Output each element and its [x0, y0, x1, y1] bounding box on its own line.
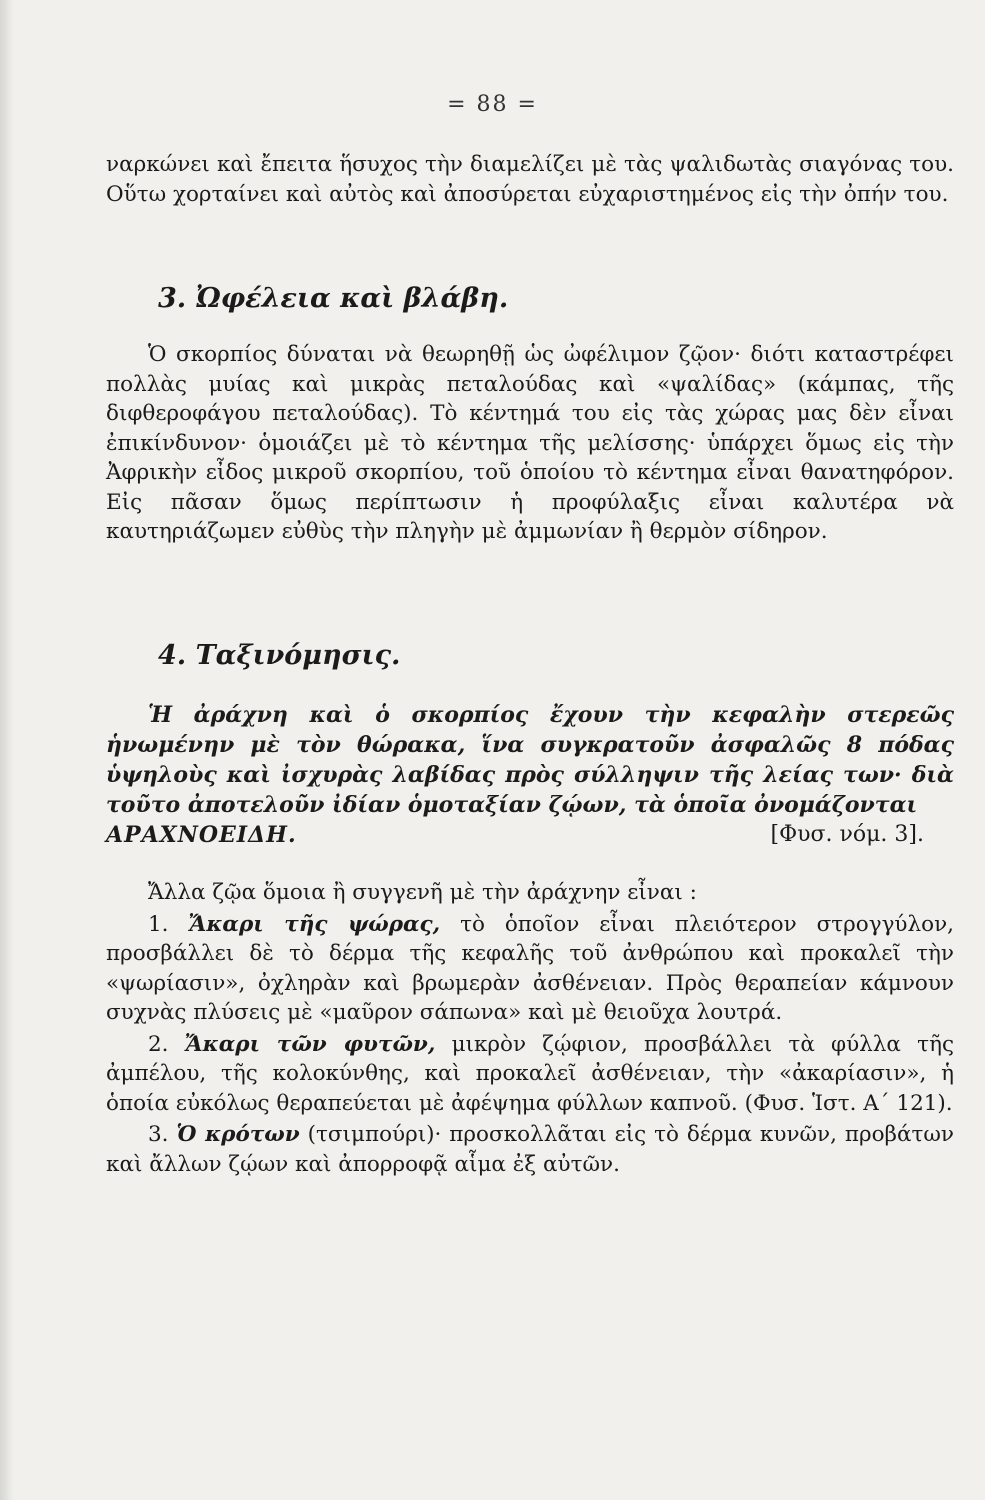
item-number: 1. [148, 911, 169, 937]
section-3-paragraph: Ὁ σκορπίος δύναται νὰ θεωρηθῇ ὡς ὠφέλιμον ζῷον· διότι καταστρέφει πολλὰς μυίας καὶ μικρὰς πεταλούδας καὶ «ψαλίδας» (κάμπας, τῆς διφθεροφάγου πεταλούδας). Τὸ κέντημά του εἰς τὰς χώρας μας δὲν εἶναι ἐπικίνδυνον· ὁμοιάζει μὲ τὸ κέντημα τῆς μελίσσης· ὑπάρχει ὅμως εἰς τὴν Ἀφρικὴν εἶδος μικροῦ σκορπίου, τοῦ ὁποίου τὸ κέντημα εἶναι θανατηφόρον. Εἰς πᾶσαν ὅμως περίπτωσιν ἡ προφύλαξις εἶναι καλυτέρα νὰ καυτηριάζωμεν εὐθὺς τὴν πληγὴν μὲ ἀμμωνίαν ἢ θερμὸν σίδηρον. [106, 342, 954, 544]
list-item [106, 910, 954, 1028]
item-term: Ἄκαρι τῆς ψώρας, [188, 911, 441, 937]
item-number: 3. [148, 1122, 169, 1147]
section-3-block [106, 340, 954, 547]
opening-paragraph-block [106, 150, 954, 209]
taxonomy-paragraph: Ἡ ἀράχνη καὶ ὁ σκορπίος ἔχουν τὴν κεφαλὴν στερεῶς ἡνωμένην μὲ τὸν θώρακα, ἵνα συγκρατοῦν ἀσφαλῶς 8 πόδας ὑψηλοὺς καὶ ἰσχυρὰς λαβίδας πρὸς σύλληψιν τῆς λείας των· διὰ τοῦτο ἀποτελοῦν ἰδίαν ὁμοταξίαν ζῴων, τὰ ὁποῖα ὀνομάζονται [106, 702, 954, 818]
item-text: μικρὸν ζῴφιον, προσβάλλει τὰ φύλλα τῆς ἀμπέλου, τῆς κολοκύνθης, καὶ προκαλεῖ ἀσθένειαν, τὴν «ἀκαρίασιν», ἡ ὁποία εὐκόλως θεραπεύεται μὲ ἀφέψημα φύλλων καπνοῦ. (Φυσ. Ἱστ. Α΄ 121). [106, 1031, 955, 1116]
related-animals-block [106, 878, 954, 1179]
list-item [106, 1030, 954, 1119]
taxonomy-class-line [106, 820, 954, 850]
item-text: (τσιμπούρι)· προσκολλᾶται εἰς τὸ δέρμα κυνῶν, προβάτων καὶ ἄλλων ζῴων καὶ ἀπορροφᾷ αἷμα ἐξ αὐτῶν. [106, 1122, 955, 1177]
reference-note: [Φυσ. νόμ. 3]. [770, 822, 924, 847]
section-3-heading: 3. Ὠφέλεια καὶ βλάβη. [158, 283, 509, 314]
section-4-block [106, 700, 954, 850]
related-intro: Ἄλλα ζῷα ὅμοια ἢ συγγενῆ μὲ τὴν ἀράχνην εἶναι : [148, 880, 697, 905]
item-number: 2. [148, 1031, 169, 1057]
opening-paragraph: ναρκώνει καὶ ἔπειτα ἥσυχος τὴν διαμελίζει μὲ τὰς ψαλιδωτὰς σιαγόνας του. Οὕτω χορταίνει καὶ αὐτὸς καὶ ἀποσύρεται εὐχαριστημένος εἰς τὴν ὀπήν του. [106, 152, 954, 207]
scan-edge-shadow [0, 0, 14, 1500]
section-4-heading: 4. Ταξινόμησις. [158, 640, 401, 671]
page-number: = 88 = [447, 92, 538, 117]
item-text: τὸ ὁποῖον εἶναι πλειότερον στρογγύλον, προσβάλλει δὲ τὸ δέρμα τῆς κεφαλῆς τοῦ ἀνθρώπου καὶ προκαλεῖ τὴν «ψωρίασιν», ὀχληρὰν καὶ βρωμερὰν ἀσθένειαν. Πρὸς θεραπείαν κάμνουν συχνὰς πλύσεις μὲ «μαῦρον σάπωνα» καὶ μὲ θειοῦχα λουτρά. [106, 911, 954, 1025]
item-term: Ὁ κρότων [176, 1122, 300, 1147]
item-term: Ἄκαρι τῶν φυτῶν, [184, 1031, 436, 1057]
class-name: ΑΡΑΧΝΟΕΙΔΗ. [106, 822, 297, 848]
list-item [106, 1120, 954, 1179]
